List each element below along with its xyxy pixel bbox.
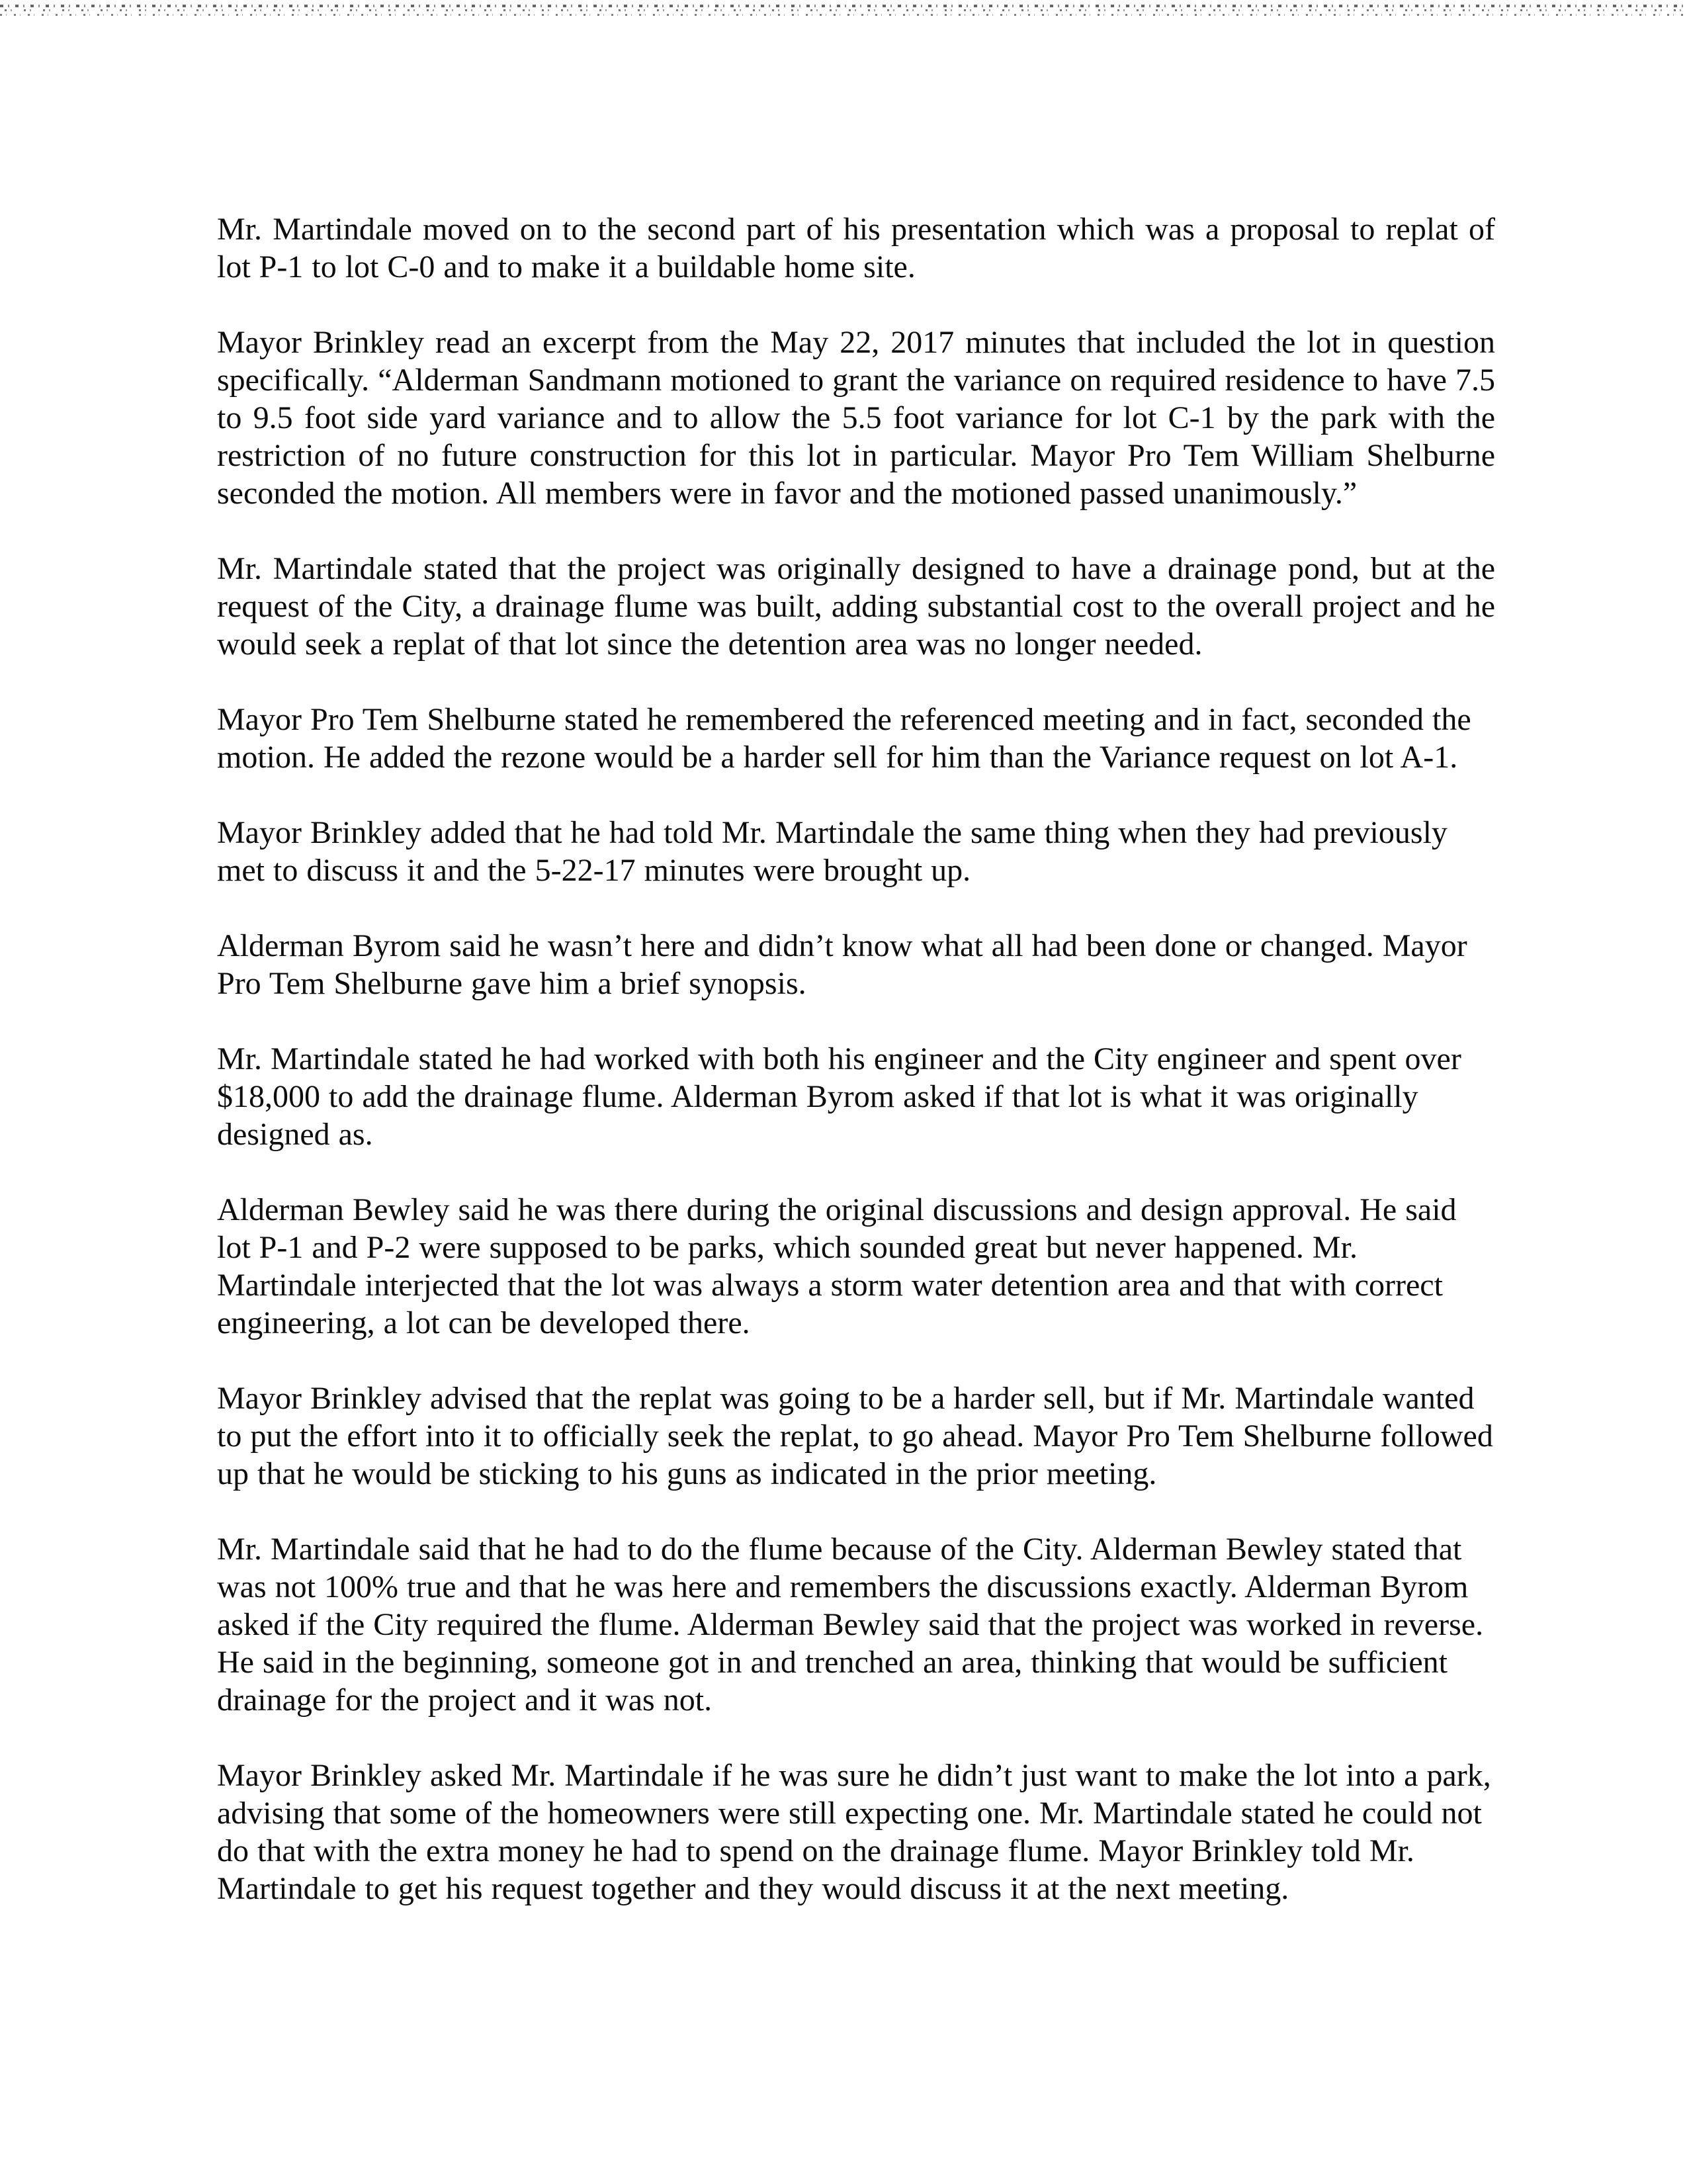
paragraph-1: Mr. Martindale moved on to the second part of his presentation which was a proposal to replat of lot P-1 to lot C-0 and to make it a buildable home site. <box>217 212 1495 284</box>
paragraph-9: Mayor Brinkley advised that the replat was going to be a harder sell, but if Mr. Martindale wanted to put the effort into it to officially seek the replat, to go ahead. Mayor Pro Tem Shelburne followed up that he would be sticking to his guns as indicated in the prior meeting. <box>217 1381 1493 1491</box>
paragraph-7: Mr. Martindale stated he had worked with both his engineer and the City engineer and spent over $18,000 to add the drainage flume. Alderman Byrom asked if that lot is what it was originally designed as. <box>217 1041 1461 1152</box>
paragraph-8: Alderman Bewley said he was there during the original discussions and design approval. He said lot P-1 and P-2 were supposed to be parks, which sounded great but never happened. Mr. Martindale interjected that the lot was always a storm water detention area and that with correct engineering, a lot can be developed there. <box>217 1192 1457 1340</box>
paragraph-5: Mayor Brinkley added that he had told Mr. Martindale the same thing when they had previously met to discuss it and the 5-22-17 minutes were brought up. <box>217 815 1448 888</box>
paragraph-3: Mr. Martindale stated that the project was originally designed to have a drainage pond, but at the request of the City, a drainage flume was built, adding substantial cost to the overall project and he would seek a replat of that lot since the detention area was no longer needed. <box>217 551 1495 662</box>
paragraph-11: Mayor Brinkley asked Mr. Martindale if he was sure he didn’t just want to make the lot into a park, advising that some of the homeowners were still expecting one. Mr. Martindale stated he could not do that with the extra money he had to spend on the drainage flume. Mayor Brinkley told Mr. Martindale to get his request together and they would discuss it at the next meeting. <box>217 1758 1491 1906</box>
paragraph-10: Mr. Martindale said that he had to do the flume because of the City. Alderman Bewley stated that was not 100% true and that he was here and remembers the discussions exactly. Alderman Byrom asked if the City required the flume. Alderman Bewley said that the project was worked in reverse. He said in the beginning, someone got in and trenched an area, thinking that would be sufficient drainage for the project and it was not. <box>217 1532 1484 1718</box>
paragraph-6: Alderman Byrom said he wasn’t here and didn’t know what all had been done or changed. Mayor Pro Tem Shelburne gave him a brief synopsis. <box>217 928 1467 1001</box>
paragraph-4: Mayor Pro Tem Shelburne stated he remembered the referenced meeting and in fact, seconded the motion. He added the rezone would be a harder sell for him than the Variance request on lot A-1. <box>217 702 1471 775</box>
minutes-text-block <box>217 210 1495 1945</box>
paragraph-2: Mayor Brinkley read an excerpt from the May 22, 2017 minutes that included the lot in question specifically. “Alderman Sandmann motioned to grant the variance on required residence to have 7.5 to 9.5 foot side yard variance and to allow the 5.5 foot variance for lot C-1 by the park with the restriction of no future construction for this lot in particular. Mayor Pro Tem William Shelburne seconded the motion. All members were in favor and the motioned passed unanimously.” <box>217 325 1495 511</box>
scanner-noise-band <box>0 0 1687 24</box>
